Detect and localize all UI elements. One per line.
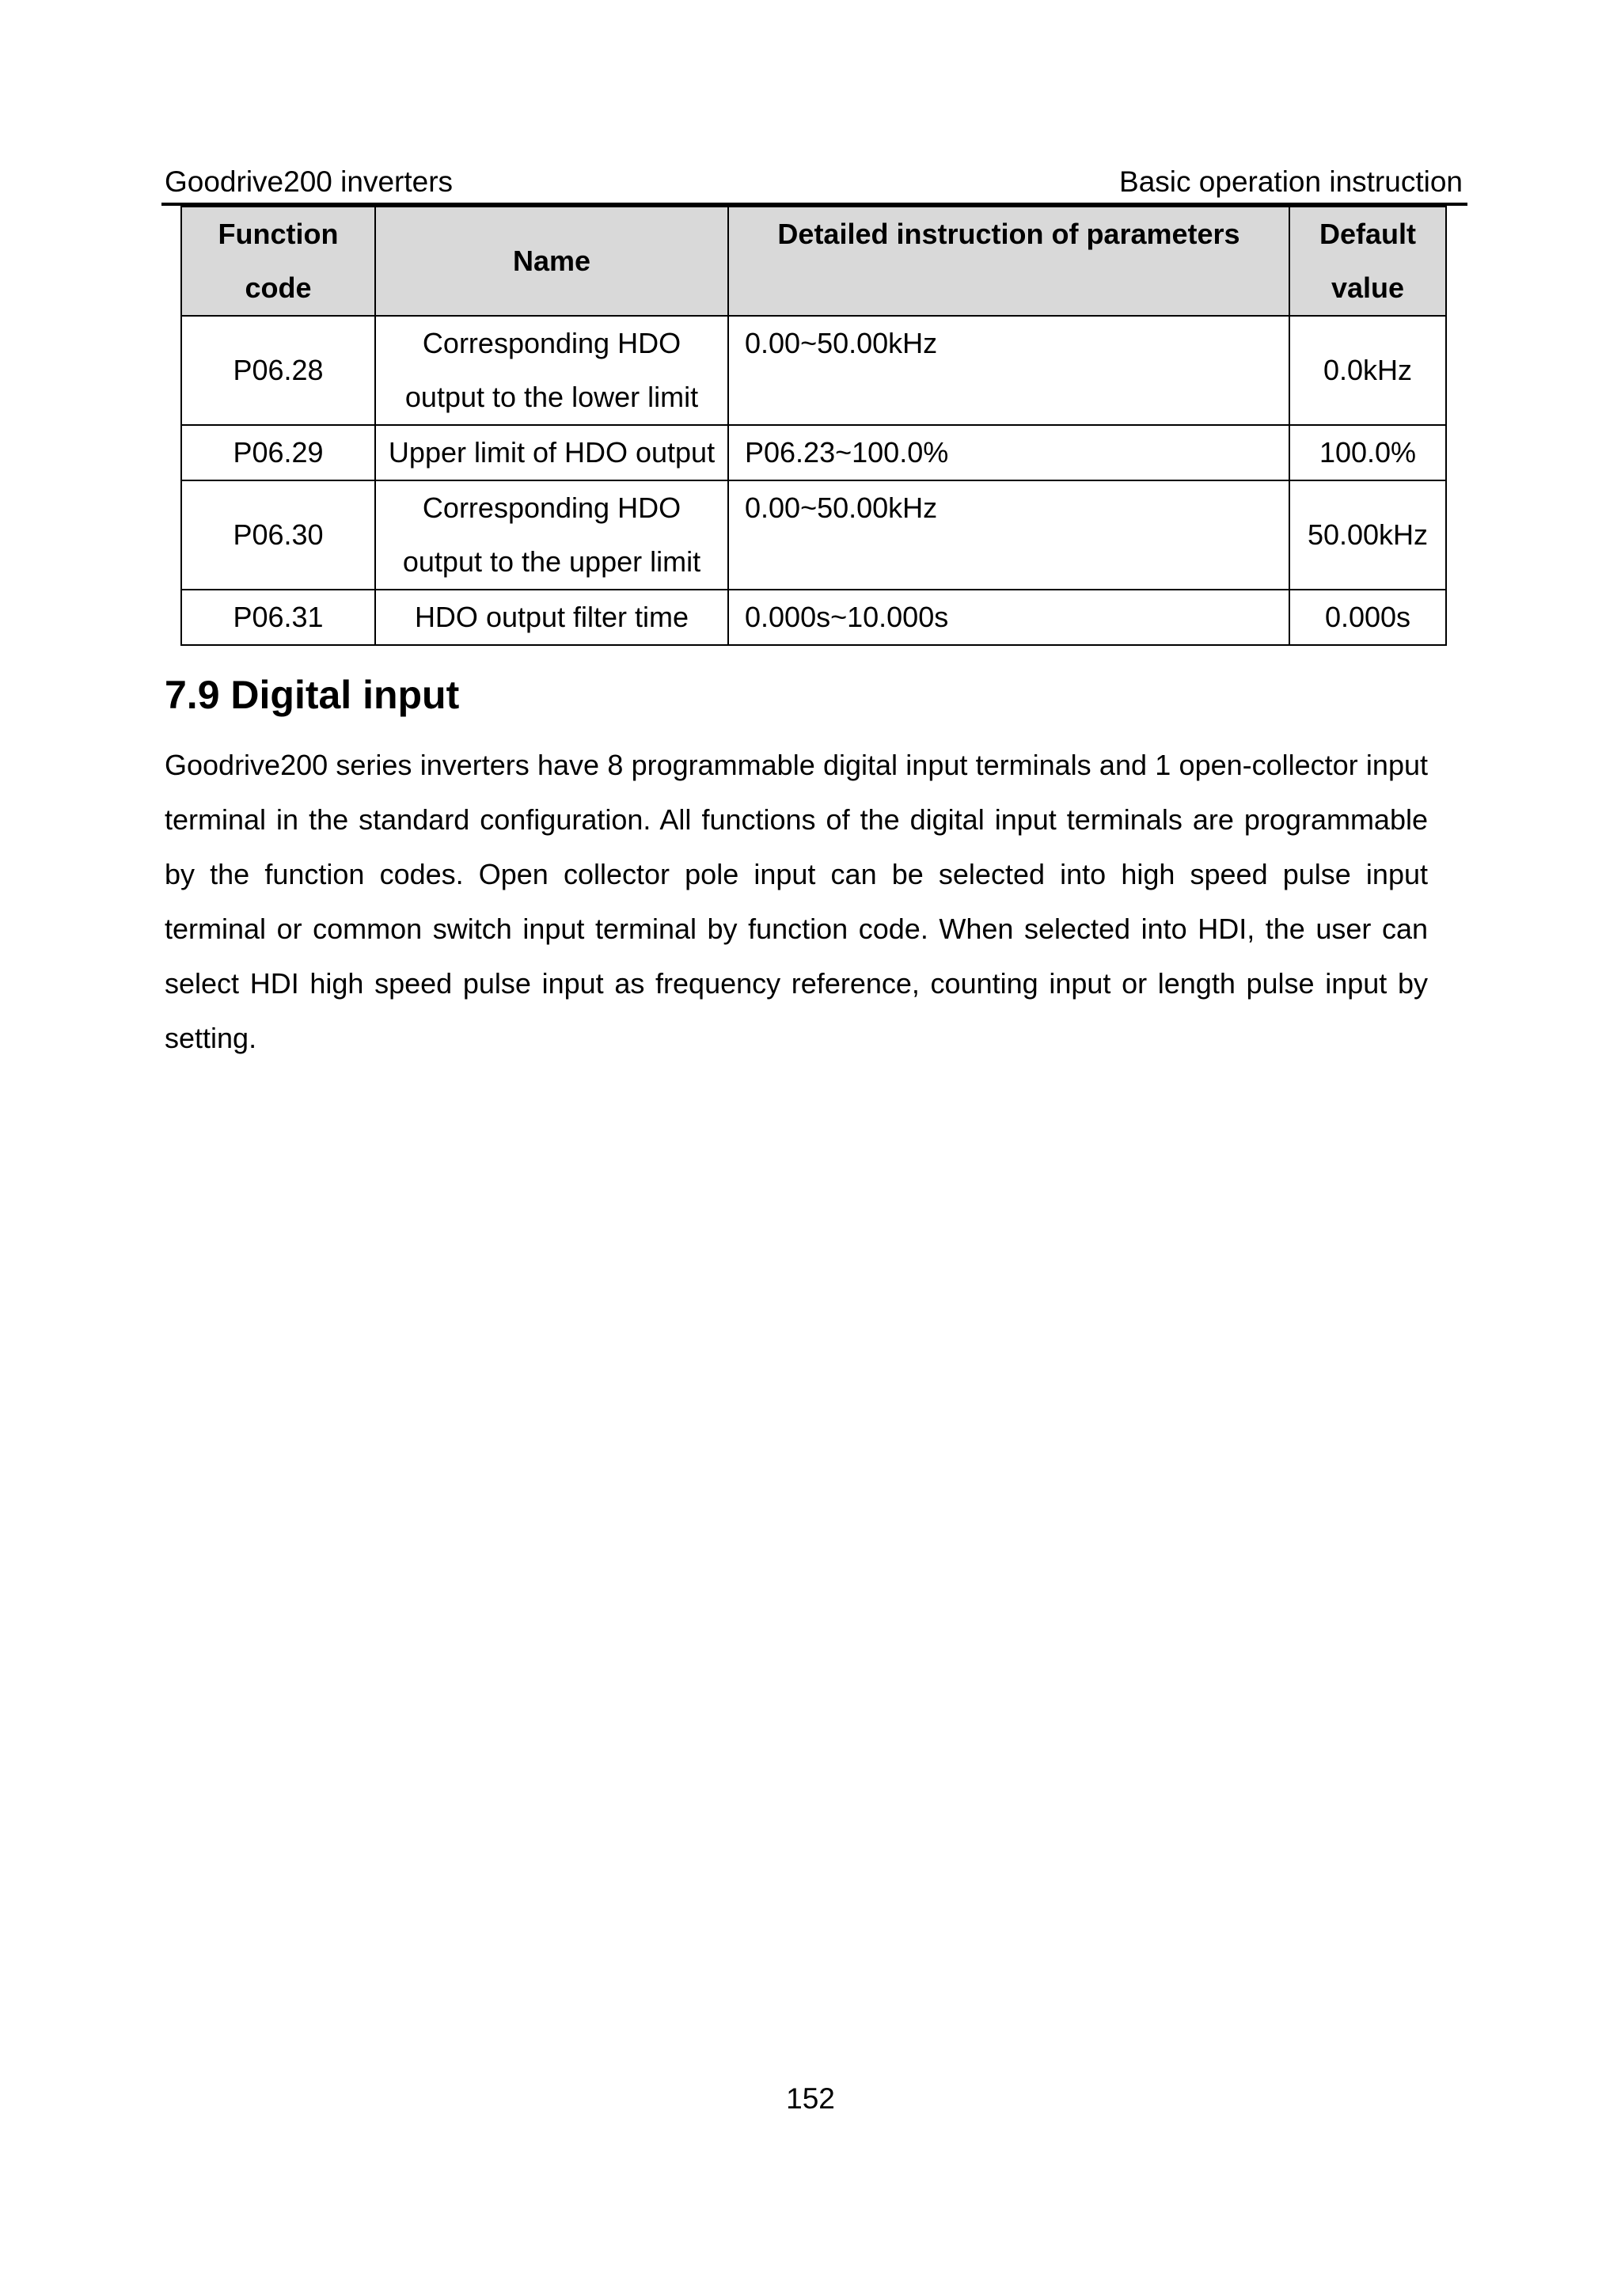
detail-cell: 0.00~50.00kHz — [728, 316, 1289, 425]
function-code-cell: P06.30 — [181, 480, 375, 590]
header-product-title: Goodrive200 inverters — [165, 165, 454, 198]
column-header-function-code — [181, 207, 375, 316]
column-header-default-value-line1: Default — [1319, 218, 1416, 250]
column-header-default-value — [1289, 207, 1446, 316]
function-code-cell: P06.29 — [181, 425, 375, 480]
table-row — [181, 425, 1446, 480]
detail-cell: 0.000s~10.000s — [728, 590, 1289, 645]
column-header-function-code-line2: code — [245, 271, 312, 304]
name-line: Corresponding HDO — [422, 491, 681, 524]
body-paragraph: Goodrive200 series inverters have 8 programmable digital input terminals and 1 open-collector input terminal in the standard configuration. All functions of the digital input terminals are programmable by the function codes. Open collector pole input can be selected into high speed pulse input terminal or common switch input terminal by function code. When selected into HDI, the user can select HDI high speed pulse input as frequency reference, counting input or length pulse input by setting. — [165, 749, 1428, 1054]
name-line: Corresponding HDO — [422, 327, 681, 359]
default-value-cell: 0.0kHz — [1289, 316, 1446, 425]
default-value-cell: 100.0% — [1289, 425, 1446, 480]
name-line: output to the upper limit — [402, 545, 701, 578]
detail-cell: 0.00~50.00kHz — [728, 480, 1289, 590]
header-chapter-title: Basic operation instruction — [1119, 165, 1463, 198]
name-line: output to the lower limit — [404, 381, 699, 413]
column-header-detailed-instruction: Detailed instruction of parameters — [728, 207, 1289, 316]
name-cell — [375, 316, 728, 425]
function-code-cell: P06.31 — [181, 590, 375, 645]
parameter-table — [180, 206, 1447, 646]
detail-cell: P06.23~100.0% — [728, 425, 1289, 480]
running-header — [165, 161, 1463, 203]
default-value-cell: 0.000s — [1289, 590, 1446, 645]
table-row — [181, 316, 1446, 425]
table-row — [181, 480, 1446, 590]
name-cell: HDO output filter time — [375, 590, 728, 645]
table-header-row — [181, 207, 1446, 316]
section-heading: 7.9 Digital input — [165, 673, 460, 717]
column-header-default-value-line2: value — [1331, 271, 1405, 304]
column-header-name: Name — [375, 207, 728, 316]
page-number: 152 — [786, 2082, 835, 2115]
table-row — [181, 590, 1446, 645]
function-code-cell: P06.28 — [181, 316, 375, 425]
name-cell — [375, 480, 728, 590]
column-header-function-code-line1: Function — [218, 218, 339, 250]
default-value-cell: 50.00kHz — [1289, 480, 1446, 590]
name-cell: Upper limit of HDO output — [375, 425, 728, 480]
